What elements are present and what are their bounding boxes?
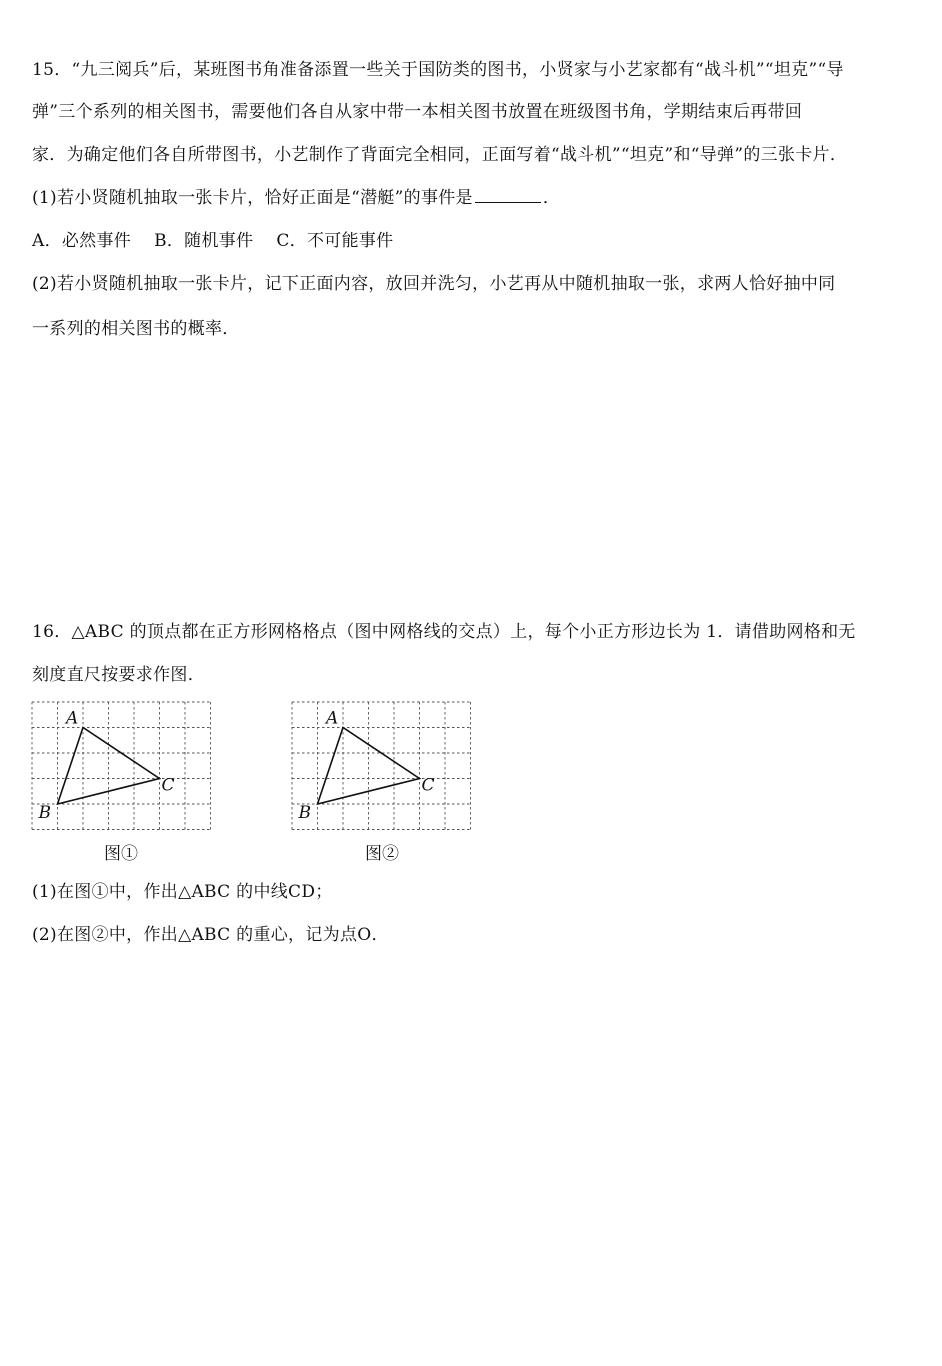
figure-1-caption: 图① [104,844,138,864]
q16-part2: (2)在图②中，作出△ABC 的重心，记为点O． [32,925,389,945]
label-a-2: A [326,708,339,729]
q16-line-2: 刻度直尺按要求作图． [32,665,205,685]
label-c-1: C [161,775,175,796]
grid-lines-1 [32,702,211,830]
q15-part1 [32,187,560,209]
q16-part1: (1)在图①中，作出△ABC 的中线CD； [32,882,333,902]
grid-figure-2 [284,696,484,838]
q15-part2-line-1: (2)若小贤随机抽取一张卡片，记下正面内容，放回并洗匀，小艺再从中随机抽取一张，求两人恰好抽中同 [32,274,836,294]
q15-line-3: 家．为确定他们各自所带图书，小艺制作了背面完全相同，正面写着“战斗机”“坦克”和“导弹”的三张卡片． [32,145,848,165]
q15-part1-text: (1)若小贤随机抽取一张卡片，恰好正面是“潜艇”的事件是 [32,188,473,208]
q15-line-1: 15．“九三阅兵”后，某班图书角准备添置一些关于国防类的图书，小贤家与小艺家都有“战斗机”“坦克”“导 [32,60,844,80]
answer-blank[interactable] [475,188,541,203]
label-a-1: A [66,708,79,729]
label-b-2: B [298,803,311,823]
q15-part1-end: ． [542,188,561,208]
q16-line-1: 16．△ABC 的顶点都在正方形网格格点（图中网格线的交点）上，每个小正方形边长为 1．请借助网格和无 [32,622,856,642]
grid-lines-2 [292,702,471,830]
label-b-1: B [38,803,51,823]
figure-2-caption: 图② [365,844,399,864]
q15-line-2: 弹”三个系列的相关图书，需要他们各自从家中带一本相关图书放置在班级图书角，学期结束后再带回 [32,102,803,122]
label-c-2: C [421,775,435,796]
grid-figure-1 [24,696,224,838]
q15-options: A．必然事件 B．随机事件 C．不可能事件 [32,231,394,251]
q15-part2-line-2: 一系列的相关图书的概率． [32,319,240,339]
